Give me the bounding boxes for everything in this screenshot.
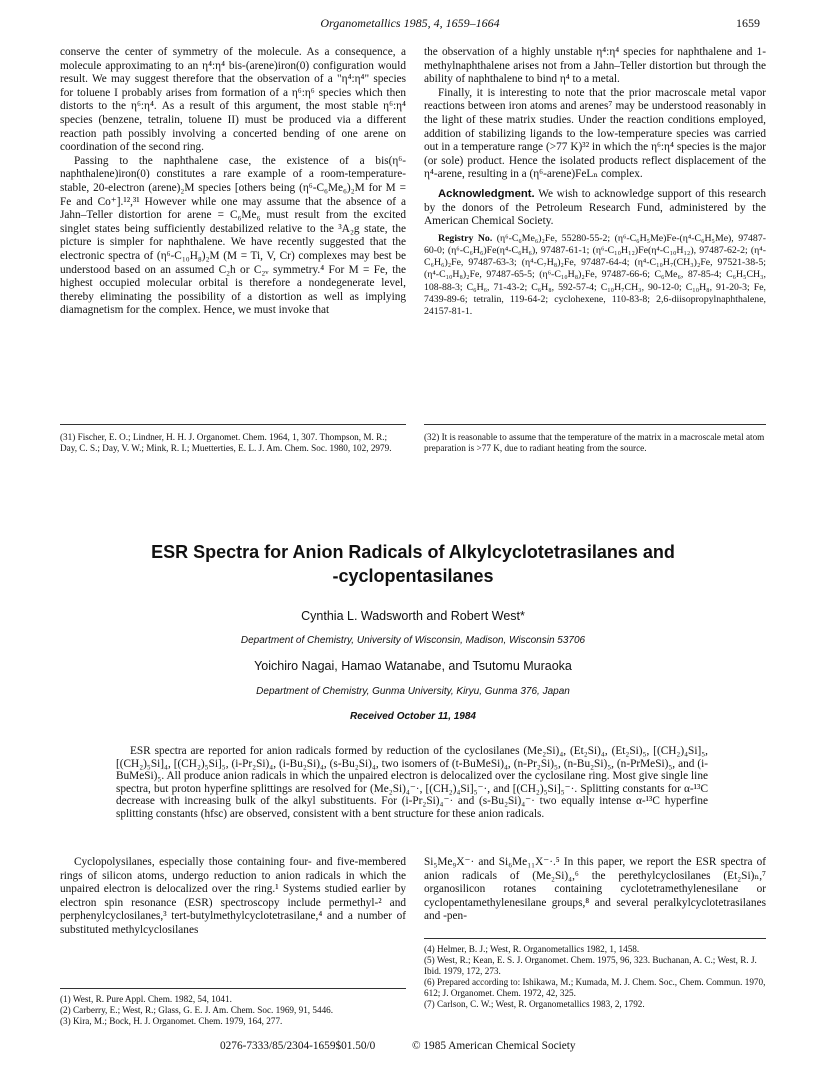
affiliation: Department of Chemistry, Gunma University, Kiryu, Gunma 376, Japan xyxy=(256,686,570,697)
footnote-divider xyxy=(424,424,766,425)
footnote-1: (1) West, R. Pure Appl. Chem. 1982, 54, 1041. xyxy=(60,994,232,1004)
acknowledgment-text: We wish to acknowledge support of this research by the donors of the Petroleum Research Fund, administered by the American Chemical Society. xyxy=(424,187,766,228)
footnote-2: (2) Carberry, E.; West, R.; Glass, G. E. J. Am. Chem. Soc. 1969, 91, 5446. xyxy=(60,1005,334,1015)
registry-numbers xyxy=(424,233,766,318)
article-code: 0276-7333/85/2304-1659$01.50/0 xyxy=(220,1040,376,1052)
footnote-text: (32) It is reasonable to assume that the temperature of the matrix in a macroscale metal atom preparation is >77 K, due to radiant heating from the source. xyxy=(424,432,765,453)
affiliation: Department of Chemistry, University of Wisconsin, Madison, Wisconsin 53706 xyxy=(240,635,586,646)
page-number: 1659 xyxy=(736,16,760,30)
paragraph: Cyclopolysilanes, especially those containing four- and five-membered rings of silicon atoms, undergo reduction to anion radicals in which the unpaired electron is delocalized over the ring.¹ Systems studied earlier by electron spin resonance (ESR) spectroscopy include permethyl-² and perphenylcyclosilanes,³ tert-butylmethylcyclotetrasilane,⁴ and a number of substituted methylcyclosilanes xyxy=(60,856,406,936)
running-header: Organometallics 1985, 4, 1659–1664 xyxy=(320,16,500,30)
paragraph: Passing to the naphthalene case, the existence of a bis(η⁶-naphthalene)iron(0) constitutes a rare example of a room-temperature-stable, 20-electron (arene)₂M species [others being (η⁶-C₆Me₆)₂M for M = Fe and Co⁺].¹²,³¹ However while one may assume that the absence of a Jahn–Teller distortion for arene = C₆Me₆ must result from the excited singlet states being sufficiently destabilized relative to the ³A₂g state, the picture is simpler for naphthalene. We have recently suggested that the electronic spectra of (η⁶-C₁₀H₈)₂M (M = Ti, V, Cr) complexes may best be understood based on an assumed C₂h or C₂ᵥ symmetry.⁴ For M = Fe, the highest occupied molecular orbital is therefore a nondegenerate level, thereby eliminating the possibility of a distortion as well as implying diamagnetism for the complex. Hence, we must invoke that xyxy=(60,154,406,317)
footnote-32 xyxy=(424,432,766,454)
registry-label: Registry No. xyxy=(438,232,493,244)
paragraph: Si₅Me₉X⁻· and Si₆Me₁₁X⁻·.⁵ In this paper, we report the ESR spectra of anion radicals of (Me₂Si)₄,⁶ the perethylcyclosilanes (Et₂Si)ₙ,⁷ organosilicon rotanes containing cyclotetramethylenesilane or cyclopentamethylenesilane groups,⁸ and several peralkylcyclotetrasilanes and -pen- xyxy=(424,856,766,923)
footnote-divider xyxy=(60,988,406,989)
footnote-text: (31) Fischer, E. O.; Lindner, H. H. J. Organomet. Chem. 1964, 1, 307. Thompson, M. R.; Day, C. S.; Day, V. W.; Mink, R. I.; Muetterties, E. L. J. Am. Chem. Soc. 1980, 102, 2979. xyxy=(60,432,392,453)
footnote-31 xyxy=(60,432,406,454)
title-line: -cyclopentasilanes xyxy=(332,566,494,586)
bottom-right-column xyxy=(424,856,766,924)
top-left-column xyxy=(60,46,406,318)
author-list: Yoichiro Nagai, Hamao Watanabe, and Tsutomu Muraoka xyxy=(254,659,572,673)
footnote-divider xyxy=(60,424,406,425)
article-title xyxy=(60,540,766,588)
copyright: © 1985 American Chemical Society xyxy=(412,1040,576,1052)
footnote-3: (3) Kira, M.; Bock, H. J. Organomet. Chem. 1979, 164, 277. xyxy=(60,1016,283,1026)
footnotes-right xyxy=(424,944,766,1010)
bottom-left-column xyxy=(60,856,406,938)
footnote-divider xyxy=(424,938,766,939)
top-right-column xyxy=(424,46,766,318)
received-date: Received October 11, 1984 xyxy=(350,711,476,722)
acknowledgment-label: Acknowledgment. xyxy=(438,187,535,200)
registry-text: (η⁶-C₆Me₆)₂Fe, 55280-55-2; (η⁶-C₆H₅Me)Fe-(η⁴-C₆H₅Me), 97487-60-0; (η⁶-C₆H₆)Fe(η⁴-C₆H₆), 97487-61-1; (η⁶-C₁₀H₁₂)Fe(η⁴-C₁₀H₁₂), 97487-62-2; (η⁴-C₆H₆)₂Fe, 97487-63-3; (η⁴-C₇H₈)₂Fe, 97487-64-4; (η⁴-C₁₀H₇(CH₃)₂Fe, 97521-38-5; (η⁴-C₁₀H₈)₂Fe, 97487-65-5; (η⁶-C₁₀H₈)₂Fe, 97487-66-6; C₆Me₆, 87-85-4; C₆H₅CH₃, 108-88-3; C₆H₆, 71-43-2; C₆H₈, 592-57-4; C₁₀H₇CH₃, 90-12-0; C₁₀H₈, 91-20-3; Fe, 7439-89-6; tetralin, 119-64-2; cyclohexene, 110-83-8; 2,6-diisopropylnaphthalene, 24157-81-1. xyxy=(424,232,766,317)
footnote-7: (7) Carlson, C. W.; West, R. Organometallics 1983, 2, 1792. xyxy=(424,999,645,1009)
abstract: ESR spectra are reported for anion radicals formed by reduction of the cyclosilanes (Me₂Si)₄, (Et₂Si)₄, (Et₂Si)₅, [(CH₂)₄Si]₅, [(CH₂)₅Si]₄, [(CH₂)₅Si]₅, (i-Pr₂Si)₄, (i-Bu₂Si)₄, (s-Bu₂Si)₄, two isomers of (t-BuMeSi)₄, (n-Pr₂Si)₅, (n-Bu₂Si)₅, (n-PrMeSi)₅, and (i-BuMeSi)₅. All produce anion radicals in which the unpaired electron is delocalized over the cyclosilane ring. Most give single line spectra, but proton hyperfine splittings are resolved for (Me₂Si)₄⁻·, [(CH₂)₄Si]₅⁻·, and [(CH₂)₅Si]₅⁻·. Splitting constants for α-¹³C decrease with increasing bulk of the alkyl substituents. For (i-Pr₂Si)₄⁻· and (s-Bu₂Si)₄⁻· two equally intense α-¹³C hyperfine splitting constants (hfsc) are observed, consistent with a bent structure for these anion radicals. xyxy=(116,745,708,820)
title-line: ESR Spectra for Anion Radicals of Alkylcyclotetrasilanes and xyxy=(151,542,675,562)
footnote-4: (4) Helmer, B. J.; West, R. Organometallics 1982, 1, 1458. xyxy=(424,944,640,954)
footnote-5: (5) West, R.; Kean, E. S. J. Organomet. Chem. 1975, 96, 323. Buchanan, A. C.; West, R. J. Ibid. 1979, 172, 273. xyxy=(424,955,757,976)
author-list: Cynthia L. Wadsworth and Robert West* xyxy=(301,609,525,623)
acknowledgment xyxy=(424,188,766,229)
footnote-6: (6) Prepared according to: Ishikawa, M.; Kumada, M. J. Chem. Soc., Chem. Commun. 1970, 612; J. Organomet. Chem. 1972, 42, 325. xyxy=(424,977,766,998)
paragraph: the observation of a highly unstable η⁴:η⁴ species for naphthalene and 1-methylnaphthalene arises not from a Jahn–Teller distortion but through the ability of naphthalene to bind η⁴ to a metal. xyxy=(424,46,766,86)
paragraph: Finally, it is interesting to note that the prior macroscale metal vapor reactions between iron atoms and arenes⁷ may be understood reasonably in the light of these matrix studies. Under the reaction conditions employed, addition of stabilizing ligands to the low-temperature species was carried out in a temperature range (>77 K)³² in which the η⁶:η⁴ species is the major (or sole) product. Hence the isolated products reflect displacement of the η⁴-arene, resulting in a (η⁶-arene)FeLₙ complex. xyxy=(424,86,766,181)
paragraph: conserve the center of symmetry of the molecule. As a consequence, a molecule approximating to an η⁴:η⁴ bis-(arene)iron(0) configuration would result. We may suggest therefore that the observation of a "η⁴:η⁴" species for toluene I probably arises from formation of a η⁶:η⁶ species which then distorts to the η⁶:η⁴. As a result of this argument, the most stable η⁶:η⁴ species (benzene, tetralin, toluene II) must be produced via a different reaction path possibly involving a concerted bending of one arene on coordination of the second ring. xyxy=(60,46,406,154)
footnotes-left xyxy=(60,994,406,1027)
